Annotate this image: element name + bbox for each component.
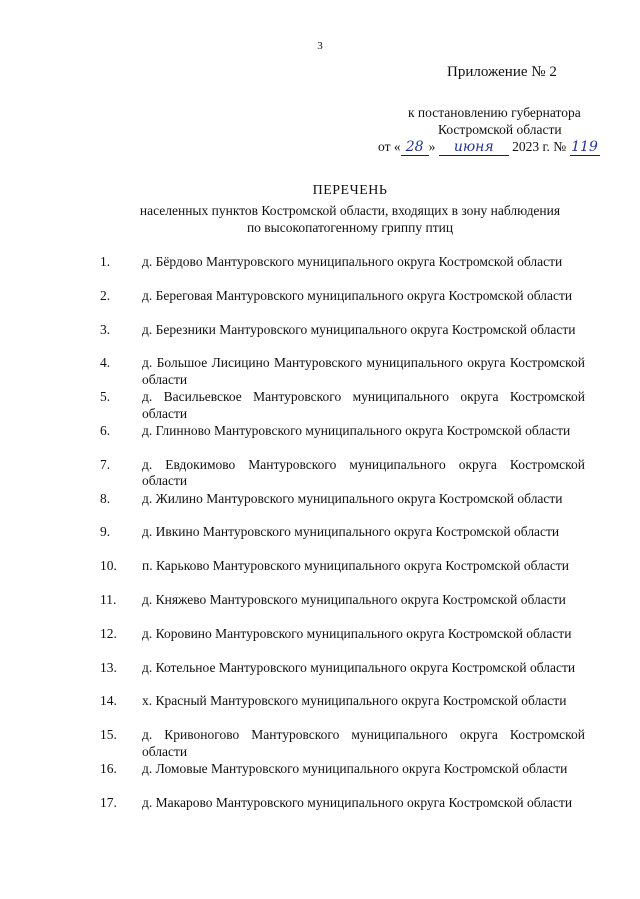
- list-item: [100, 524, 585, 558]
- appendix-label: Приложение № 2: [447, 64, 557, 80]
- handwritten-day: 28: [401, 139, 429, 156]
- list-item-number: 6.: [100, 422, 111, 438]
- list-item-number: 1.: [100, 254, 111, 269]
- list-item-number: 14.: [100, 693, 117, 709]
- list-item: [100, 254, 585, 288]
- list-item: [100, 693, 585, 727]
- handwritten-number: 119: [571, 139, 598, 155]
- list-item-text: д. Евдокимово Мантуровского муниципального округа Костромской области: [142, 456, 585, 489]
- settlement-list: [100, 254, 585, 829]
- list-item: [100, 795, 585, 829]
- list-item-text: д. Княжево Мантуровского муниципального округа Костромской области: [142, 591, 566, 607]
- list-item-text: д. Коровино Мантуровского муниципального округа Костромской области: [142, 625, 572, 641]
- decree-date-line: [378, 139, 600, 156]
- list-item: [100, 727, 585, 761]
- list-item-number: 12.: [100, 625, 117, 641]
- list-item-number: 13.: [100, 659, 117, 675]
- list-item-number: 5.: [100, 389, 111, 405]
- page-number: 3: [317, 40, 323, 52]
- list-item-text: д. Жилино Мантуровского муниципального округа Костромской области: [142, 490, 563, 506]
- date-day-suffix: »: [428, 139, 436, 154]
- list-item-text: д. Макарово Мантуровского муниципального округа Костромской области: [142, 794, 573, 810]
- decree-reference-line1: к постановлению губернатора: [408, 105, 581, 120]
- date-year: 2023 г. №: [512, 139, 567, 154]
- list-item: [100, 491, 585, 525]
- date-prefix: от «: [378, 139, 401, 154]
- list-item-text: д. Ломовые Мантуровского муниципального округа Костромской области: [142, 760, 568, 776]
- list-item: [100, 592, 585, 626]
- document-title: ПЕРЕЧЕНЬ: [312, 183, 388, 198]
- list-item-text: д. Васильевское Мантуровского муниципального округа Костромской области: [142, 389, 585, 421]
- document-subtitle-line1: населенных пунктов Костромской области, входящих в зону наблюдения: [139, 203, 561, 218]
- list-item-number: 4.: [100, 355, 111, 371]
- list-item-text: п. Карьково Мантуровского муниципального округа Костромской области: [142, 558, 570, 574]
- list-item-number: 17.: [100, 794, 117, 810]
- list-item-text: д. Березники Мантуровского муниципального округа Костромской области: [142, 321, 576, 337]
- list-item-text: д. Бёрдово Мантуровского муниципального округа Костромской области: [142, 254, 563, 269]
- list-item-number: 10.: [100, 558, 117, 574]
- list-item-number: 3.: [100, 321, 111, 337]
- list-item: [100, 423, 585, 457]
- list-item: [100, 660, 585, 694]
- list-item: [100, 389, 585, 423]
- handwritten-month: июня: [439, 139, 509, 156]
- list-item-number: 16.: [100, 760, 117, 776]
- list-item-number: 11.: [100, 591, 117, 607]
- list-item-number: 8.: [100, 490, 111, 506]
- list-item: [100, 626, 585, 660]
- list-item: [100, 288, 585, 322]
- list-item-number: 15.: [100, 727, 117, 743]
- list-item-text: д. Большое Лисицино Мантуровского муниципального округа Костромской области: [142, 355, 585, 387]
- list-item-text: х. Красный Мантуровского муниципального округа Костромской области: [142, 693, 567, 709]
- list-item: [100, 322, 585, 356]
- list-item: [100, 355, 585, 389]
- list-item-number: 7.: [100, 456, 111, 472]
- list-item-text: д. Глинново Мантуровского муниципального округа Костромской области: [142, 422, 571, 438]
- list-item: [100, 761, 585, 795]
- list-item-text: д. Кривоногово Мантуровского муниципального округа Костромской области: [142, 727, 585, 759]
- list-item: [100, 558, 585, 592]
- list-item-text: д. Береговая Мантуровского муниципального округа Костромской области: [142, 287, 573, 303]
- document-subtitle-line2: по высокопатогенному гриппу птиц: [246, 220, 454, 235]
- list-item-number: 9.: [100, 524, 111, 540]
- list-item-text: д. Ивкино Мантуровского муниципального округа Костромской области: [142, 524, 560, 540]
- list-item-text: д. Котельное Мантуровского муниципального округа Костромской области: [142, 659, 576, 675]
- decree-reference-line2: Костромской области: [438, 122, 562, 137]
- list-item: [100, 457, 585, 491]
- list-item-number: 2.: [100, 287, 111, 303]
